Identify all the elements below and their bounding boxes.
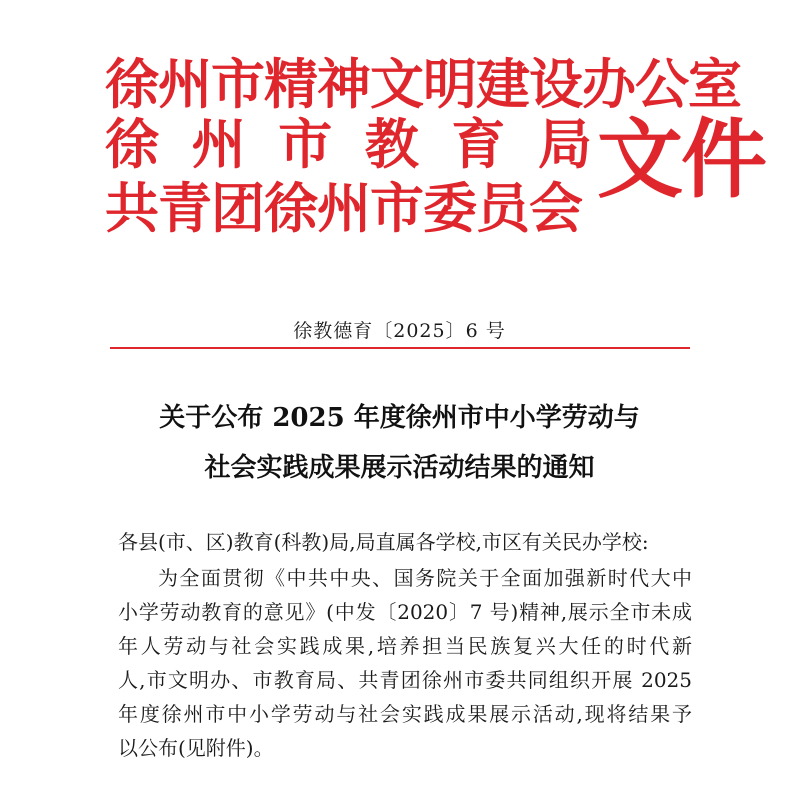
- issuer-char: 育: [451, 113, 505, 176]
- issuer-char: 市: [278, 113, 332, 176]
- issuer-youth-league: 共青团徐州市委员会: [105, 177, 582, 240]
- document-number: 徐教德育〔2025〕6 号: [293, 320, 506, 342]
- body-line: 为全面贯彻《中共中央、国务院关于全面加强新时代大中: [158, 566, 692, 590]
- issuer-civilization-office: 徐州市精神文明建设办公室: [105, 53, 741, 116]
- salutation: 各县(市、区)教育(科教)局,局直属各学校,市区有关民办学校:: [118, 530, 649, 554]
- body-line: 以公布(见附件)。: [118, 736, 274, 760]
- body-paragraph: [118, 561, 692, 765]
- issuer-char: 教: [364, 113, 418, 176]
- body-line: 年度徐州市中小学劳动与社会实践成果展示活动,现将结果予: [118, 702, 692, 726]
- notice-title-line-1: 关于公布 2025 年度徐州市中小学劳动与: [159, 403, 640, 433]
- body-line: 人,市文明办、市教育局、共青团徐州市委共同组织开展 2025: [118, 668, 692, 692]
- body-line: 年人劳动与社会实践成果,培养担当民族复兴大任的时代新: [118, 634, 692, 658]
- issuer-char: 局: [537, 113, 591, 176]
- issuer-education-bureau: [105, 113, 591, 176]
- notice-title-line-2: 社会实践成果展示活动结果的通知: [204, 453, 595, 483]
- file-label: 文件: [597, 110, 765, 210]
- issuer-char: 州: [191, 113, 245, 176]
- body-line: 小学劳动教育的意见》(中发〔2020〕7 号)精神,展示全市未成: [118, 600, 692, 624]
- header-divider: [110, 347, 690, 349]
- issuer-char: 徐: [105, 113, 158, 176]
